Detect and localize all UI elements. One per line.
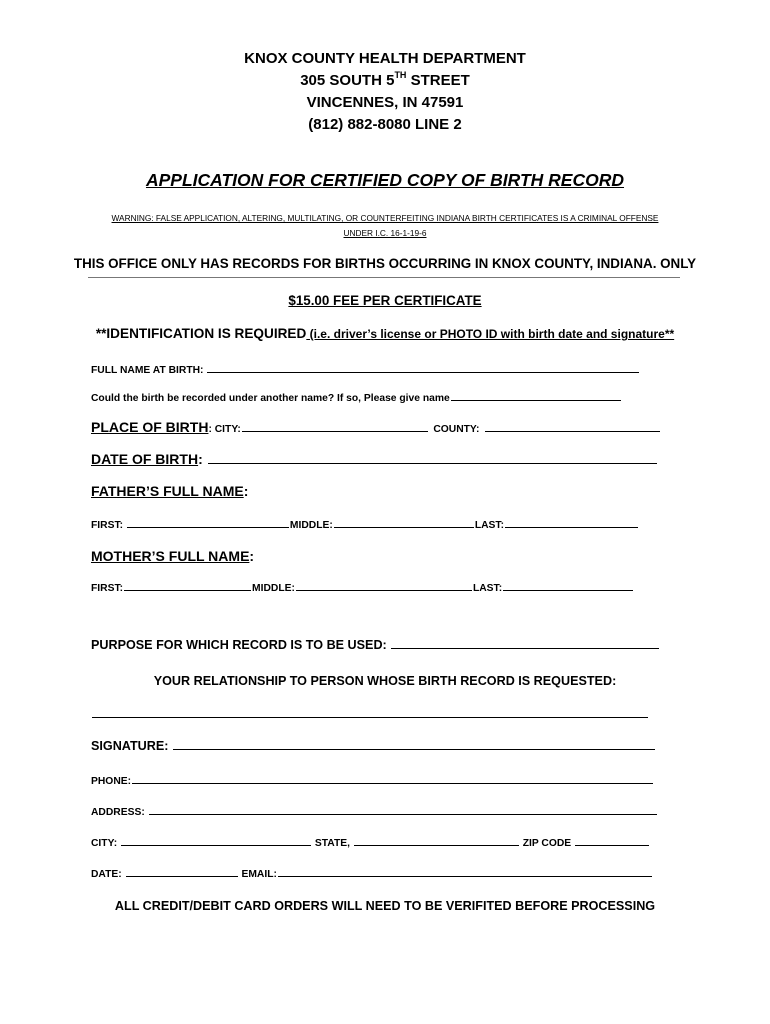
- fathers-name-row: [91, 517, 639, 531]
- signature-label: SIGNATURE: [91, 739, 165, 753]
- birth-city-field[interactable]: [242, 421, 428, 432]
- mother-first-label: FIRST:: [91, 583, 124, 594]
- mothers-name-row: [91, 580, 634, 594]
- fathers-name-heading: FATHER’S FULL NAME:: [91, 483, 249, 499]
- org-name: KNOX COUNTY HEALTH DEPARTMENT: [244, 50, 526, 67]
- signature-row: SIGNATURE:: [91, 739, 656, 753]
- birth-county-label: COUNTY:: [433, 424, 480, 435]
- purpose-label: PURPOSE FOR WHICH RECORD IS TO BE USED:: [91, 638, 387, 652]
- full-name-field[interactable]: [207, 362, 639, 373]
- address-field[interactable]: [149, 804, 657, 815]
- date-field[interactable]: [126, 866, 238, 877]
- date-email-row: [91, 866, 653, 880]
- relationship-row: [91, 705, 649, 723]
- father-middle-label: MIDDLE:: [289, 520, 333, 531]
- mother-last-label: LAST:: [472, 583, 503, 594]
- date-of-birth-field[interactable]: [208, 453, 657, 464]
- other-name-row: [91, 390, 622, 404]
- mothers-name-heading: MOTHER’S FULL NAME:: [91, 548, 255, 564]
- zip-field[interactable]: [575, 835, 649, 846]
- city-field[interactable]: [121, 835, 311, 846]
- mother-middle-field[interactable]: [296, 580, 472, 591]
- birth-city-label: : CITY:: [208, 424, 241, 435]
- father-last-field[interactable]: [505, 517, 638, 528]
- father-first-field[interactable]: [127, 517, 289, 528]
- signature-field[interactable]: [173, 739, 655, 750]
- mother-last-field[interactable]: [503, 580, 633, 591]
- zip-label: ZIP CODE: [522, 838, 572, 849]
- full-name-label: FULL NAME AT BIRTH:: [91, 365, 204, 376]
- date-label: DATE:: [91, 869, 122, 880]
- relationship-label: YOUR RELATIONSHIP TO PERSON WHOSE BIRTH RECORD IS REQUESTED:: [153, 674, 617, 688]
- warning-line-1: WARNING: FALSE APPLICATION, ALTERING, MULTILATING, OR COUNTERFEITING INDIANA BIRTH CERTIFICATES IS A CRIMINAL OFFENSE: [111, 213, 659, 223]
- place-of-birth-row: [91, 419, 661, 437]
- state-field[interactable]: [354, 835, 519, 846]
- divider: [88, 277, 680, 278]
- org-city: VINCENNES, IN 47591: [306, 94, 464, 111]
- form-title: APPLICATION FOR CERTIFIED COPY OF BIRTH RECORD: [145, 170, 625, 190]
- phone-label: PHONE:: [91, 776, 132, 787]
- city-label: CITY:: [91, 838, 118, 849]
- city-state-zip-row: [91, 835, 650, 849]
- other-name-field[interactable]: [451, 390, 621, 401]
- identification-notice: **IDENTIFICATION IS REQUIRED (i.e. driver’s license or PHOTO ID with birth date and signature**: [95, 326, 675, 341]
- father-middle-field[interactable]: [334, 517, 474, 528]
- mother-first-field[interactable]: [124, 580, 251, 591]
- address-row: [91, 804, 658, 818]
- father-last-label: LAST:: [474, 520, 504, 531]
- father-first-label: FIRST:: [91, 520, 124, 531]
- date-of-birth-label: DATE OF BIRTH: [91, 451, 199, 467]
- other-name-label: Could the birth be recorded under another name? If so, Please give name: [91, 393, 450, 404]
- email-label: EMAIL:: [241, 869, 277, 880]
- office-note: THIS OFFICE ONLY HAS RECORDS FOR BIRTHS OCCURRING IN KNOX COUNTY, INDIANA. ONLY: [73, 256, 697, 271]
- purpose-field[interactable]: [391, 638, 659, 649]
- footer-notice: ALL CREDIT/DEBIT CARD ORDERS WILL NEED TO BE VERIFITED BEFORE PROCESSING: [114, 899, 656, 913]
- state-label: STATE,: [314, 838, 350, 849]
- place-of-birth-label: PLACE OF BIRTH: [91, 419, 209, 435]
- date-of-birth-row: DATE OF BIRTH:: [91, 451, 658, 469]
- full-name-row: [91, 362, 640, 376]
- fee-notice: $15.00 FEE PER CERTIFICATE: [288, 293, 482, 308]
- org-address: 305 SOUTH 5TH STREET: [300, 70, 470, 89]
- phone-field[interactable]: [132, 773, 653, 784]
- org-phone: (812) 882-8080 LINE 2: [308, 116, 462, 133]
- address-label: ADDRESS:: [91, 807, 145, 818]
- birth-county-field[interactable]: [485, 421, 660, 432]
- phone-row: [91, 773, 654, 787]
- warning-line-2: UNDER I.C. 16-1-19-6: [343, 228, 427, 238]
- relationship-field[interactable]: [92, 707, 648, 718]
- email-field[interactable]: [278, 866, 652, 877]
- purpose-row: [91, 638, 660, 652]
- mother-middle-label: MIDDLE:: [252, 583, 295, 594]
